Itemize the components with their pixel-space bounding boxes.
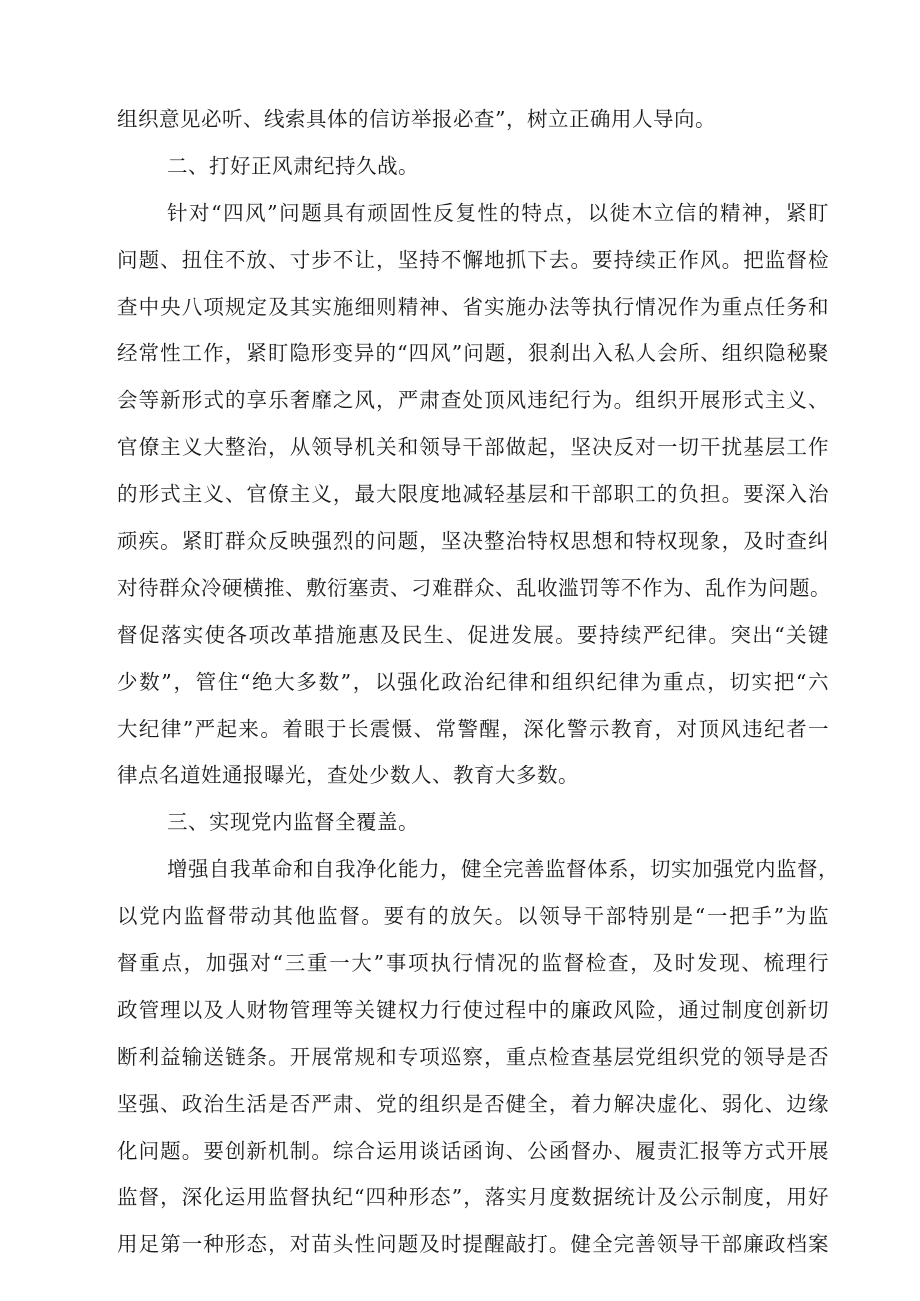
- text-line: 大纪律”严起来。着眼于长震慑、常警醒，深化警示教育，对顶风违纪者一: [117, 716, 829, 741]
- text-line: 查中央八项规定及其实施细则精神、省实施办法等执行情况作为重点任务和: [117, 294, 829, 319]
- text-line: 会等新形式的享乐奢靡之风，严肃查处顶风违纪行为。组织开展形式主义、: [117, 388, 829, 413]
- text-line: 问题、扭住不放、寸步不让，坚持不懈地抓下去。要持续正作风。把监督检: [117, 247, 829, 272]
- text-line: 官僚主义大整治，从领导机关和领导干部做起，坚决反对一切干扰基层工作: [117, 435, 829, 460]
- section-heading-3: 三、实现党内监督全覆盖。: [167, 810, 419, 835]
- text-line: 断利益输送链条。开展常规和专项巡察，重点检查基层党组织党的领导是否: [117, 1044, 829, 1069]
- text-line: 以党内监督带动其他监督。要有的放矢。以领导干部特别是“一把手”为监: [117, 904, 829, 929]
- text-line: 监督，深化运用监督执纪“四种形态”，落实月度数据统计及公示制度，用好: [117, 1185, 829, 1210]
- text-line: 对待群众冷硬横推、敷衍塞责、刁难群众、乱收滥罚等不作为、乱作为问题。: [117, 575, 831, 600]
- text-line: 督促落实使各项改革措施惠及民生、促进发展。要持续严纪律。突出“关键: [117, 622, 829, 647]
- text-line: 的形式主义、官僚主义，最大限度地减轻基层和干部职工的负担。要深入治: [117, 482, 829, 507]
- section-heading-2: 二、打好正风肃纪持久战。: [167, 153, 419, 178]
- text-line: 经常性工作，紧盯隐形变异的“四风”问题，狠刹出入私人会所、组织隐秘聚: [117, 341, 829, 366]
- text-line: 少数”，管住“绝大多数”，以强化政治纪律和组织纪律为重点，切实把“六: [117, 669, 829, 694]
- text-line: 组织意见必听、线索具体的信访举报必查”，树立正确用人导向。: [117, 107, 716, 131]
- text-line: 用足第一种形态，对苗头性问题及时提醒敲打。健全完善领导干部廉政档案: [117, 1232, 829, 1257]
- text-line: 政管理以及人财物管理等关键权力行使过程中的廉政风险，通过制度创新切: [117, 997, 829, 1022]
- text-line: 针对“四风”问题具有顽固性反复性的特点，以徙木立信的精神，紧盯: [167, 200, 829, 225]
- text-line: 增强自我革命和自我净化能力，健全完善监督体系，切实加强党内监督，: [167, 857, 839, 882]
- text-line: 律点名道姓通报曝光，查处少数人、教育大多数。: [117, 763, 579, 788]
- text-line: 顽疾。紧盯群众反映强烈的问题，坚决整治特权思想和特权现象，及时查纠: [117, 529, 829, 554]
- text-line: 化问题。要创新机制。综合运用谈话函询、公函督办、履责汇报等方式开展: [117, 1138, 829, 1163]
- text-line: 督重点，加强对“三重一大”事项执行情况的监督检查，及时发现、梳理行: [117, 951, 829, 976]
- document-body: [117, 96, 839, 1268]
- text-line: 坚强、政治生活是否严肃、党的组织是否健全，着力解决虚化、弱化、边缘: [117, 1091, 829, 1116]
